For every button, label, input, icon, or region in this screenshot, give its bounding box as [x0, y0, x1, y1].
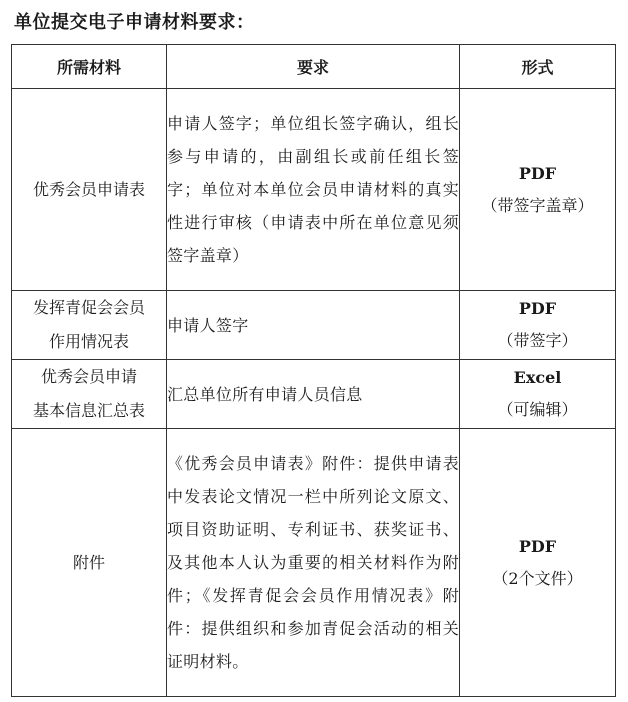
material-cell: [12, 291, 167, 360]
material-cell: [12, 429, 167, 697]
header-format: 形式: [460, 45, 616, 89]
format-type: PDF: [518, 299, 557, 318]
requirement-cell: 申请人签字；单位组长签字确认，组长参与申请的，由副组长或前任组长签字；单位对本单位会员申请材料的真实性进行审核（申请表中所在单位意见须签字盖章）: [167, 89, 460, 291]
table-row: [12, 291, 616, 360]
material-name: 发挥青促会会员: [32, 298, 145, 317]
format-type: PDF: [518, 163, 557, 183]
requirement-cell: 《优秀会员申请表》附件：提供申请表中发表论文情况一栏中所列论文原文、项目资助证明、专利证书、获奖证书、及其他本人认为重要的相关材料作为附件；《发挥青促会会员作用情况表》附件：提供组织和参加青促会活动的相关证明材料。: [167, 429, 460, 697]
table-row: [12, 360, 616, 429]
format-cell: [460, 291, 616, 360]
format-cell: [460, 429, 616, 697]
format-cell: [460, 89, 616, 291]
format-note: （带签字盖章）: [481, 195, 594, 215]
format-note: （可编辑）: [497, 400, 578, 419]
material-name: 优秀会员申请表: [32, 179, 145, 199]
requirement-cell: 申请人签字: [167, 291, 460, 360]
material-name: 优秀会员申请: [40, 367, 137, 386]
material-cell: [12, 360, 167, 429]
material-name: 作用情况表: [48, 332, 129, 351]
header-requirement: 要求: [167, 45, 460, 89]
material-name: 基本信息汇总表: [32, 401, 145, 420]
header-material: 所需材料: [12, 45, 167, 89]
format-cell: [460, 360, 616, 429]
format-note: （2个文件）: [492, 568, 583, 588]
table-row: [12, 429, 616, 697]
material-name: 附件: [72, 552, 105, 572]
table-header-row: [12, 45, 616, 89]
format-note: （带签字）: [497, 331, 578, 350]
requirement-cell: 汇总单位所有申请人员信息: [167, 360, 460, 429]
format-type: Excel: [513, 368, 562, 387]
material-cell: [12, 89, 167, 291]
table-row: [12, 89, 616, 291]
document-title: 单位提交电子申请材料要求：: [14, 12, 255, 33]
materials-table: [11, 44, 616, 697]
format-type: PDF: [518, 536, 557, 556]
